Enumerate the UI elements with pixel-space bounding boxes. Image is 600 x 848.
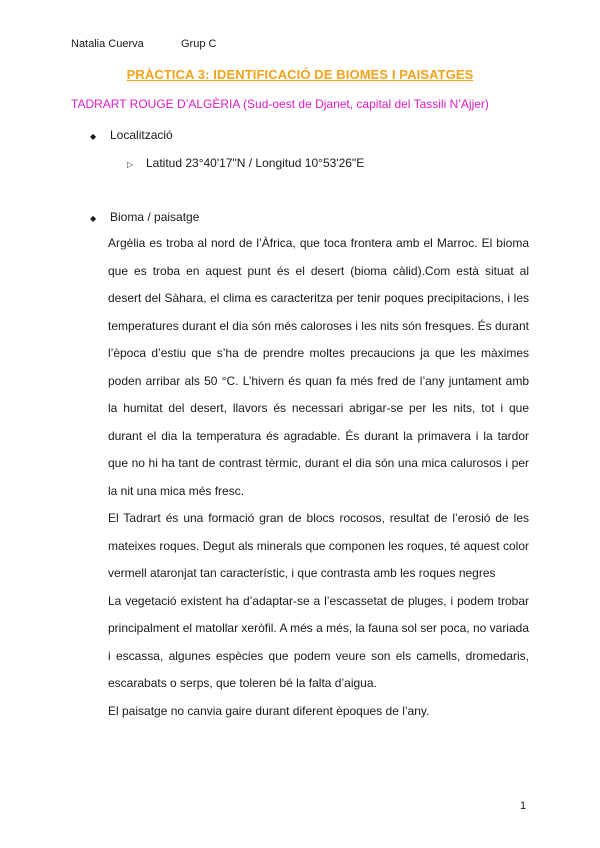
list-item-coordinates (127, 156, 364, 170)
triangle-bullet-icon: ▷ (127, 160, 134, 169)
header-author: Natalia Cuerva (71, 38, 144, 50)
page-number: 1 (520, 800, 527, 812)
diamond-bullet-icon: ◆ (90, 214, 97, 223)
page-title: PRÀCTICA 3: IDENTIFICACIÓ DE BIOMES I PAISATGES (126, 67, 474, 82)
coordinates-text: Latitud 23°40'17"N / Longitud 10°53'26"E (146, 156, 365, 170)
page-subtitle: TADRART ROUGE D’ALGÈRIA (Sud-oest de Djanet, capital del Tassili N’Ajjer) (71, 97, 489, 111)
paragraph-landscape: El paisatge no canvia gaire durant diferent èpoques de l’any. (108, 703, 430, 718)
paragraph-vegetation: La vegetació existent ha d’adaptar-se a l’escassetat de pluges, i podem trobar principalment el matollar xeròfil. A més a més, la fauna sol ser poca, no variada i escassa, algunes espècies que podem veure son els camells, dromedaris, escarabats o serps, que toleren bé la falta d’aigua. (108, 593, 529, 690)
list-item-location (90, 128, 173, 142)
header-group: Grup C (181, 38, 217, 50)
list-item-biome (90, 210, 199, 224)
paragraph-climate: Argèlia es troba al nord de l’Àfrica, que toca frontera amb el Marroc. El bioma que es troba en aquest punt és el desert (bioma càlid).Com està situat al desert del Sàhara, el clima es caracteritza per tenir poques precipitacions, i les temperatures durant el dia són més caloroses i les nits són fresques. És durant l’època d’estiu que s’ha de prendre moltes precaucions ja que les màximes poden arribar als 50 °C. L’hivern és quan fa més fred de l’any juntament amb la humitat del desert, llavors és necessari abrigar-se per les nits, tot i que durant el dia la temperatura és agradable. És durant la primavera i la tardor que no hi ha tant de contrast tèrmic, durant el dia són una mica calurosos i per la nit una mica més fresc. (108, 236, 529, 498)
biome-heading: Bioma / paisatge (110, 210, 200, 224)
paragraph-rocks: El Tadrart és una formació gran de blocs rocosos, resultat de l’erosió de les mateixes roques. Degut als minerals que componen les roques, té aquest color vermell ataronjat tan característic, i que contrasta amb les roques negres (108, 511, 529, 580)
diamond-bullet-icon: ◆ (90, 132, 97, 141)
biome-body (108, 230, 529, 725)
location-heading: Localització (110, 128, 173, 142)
